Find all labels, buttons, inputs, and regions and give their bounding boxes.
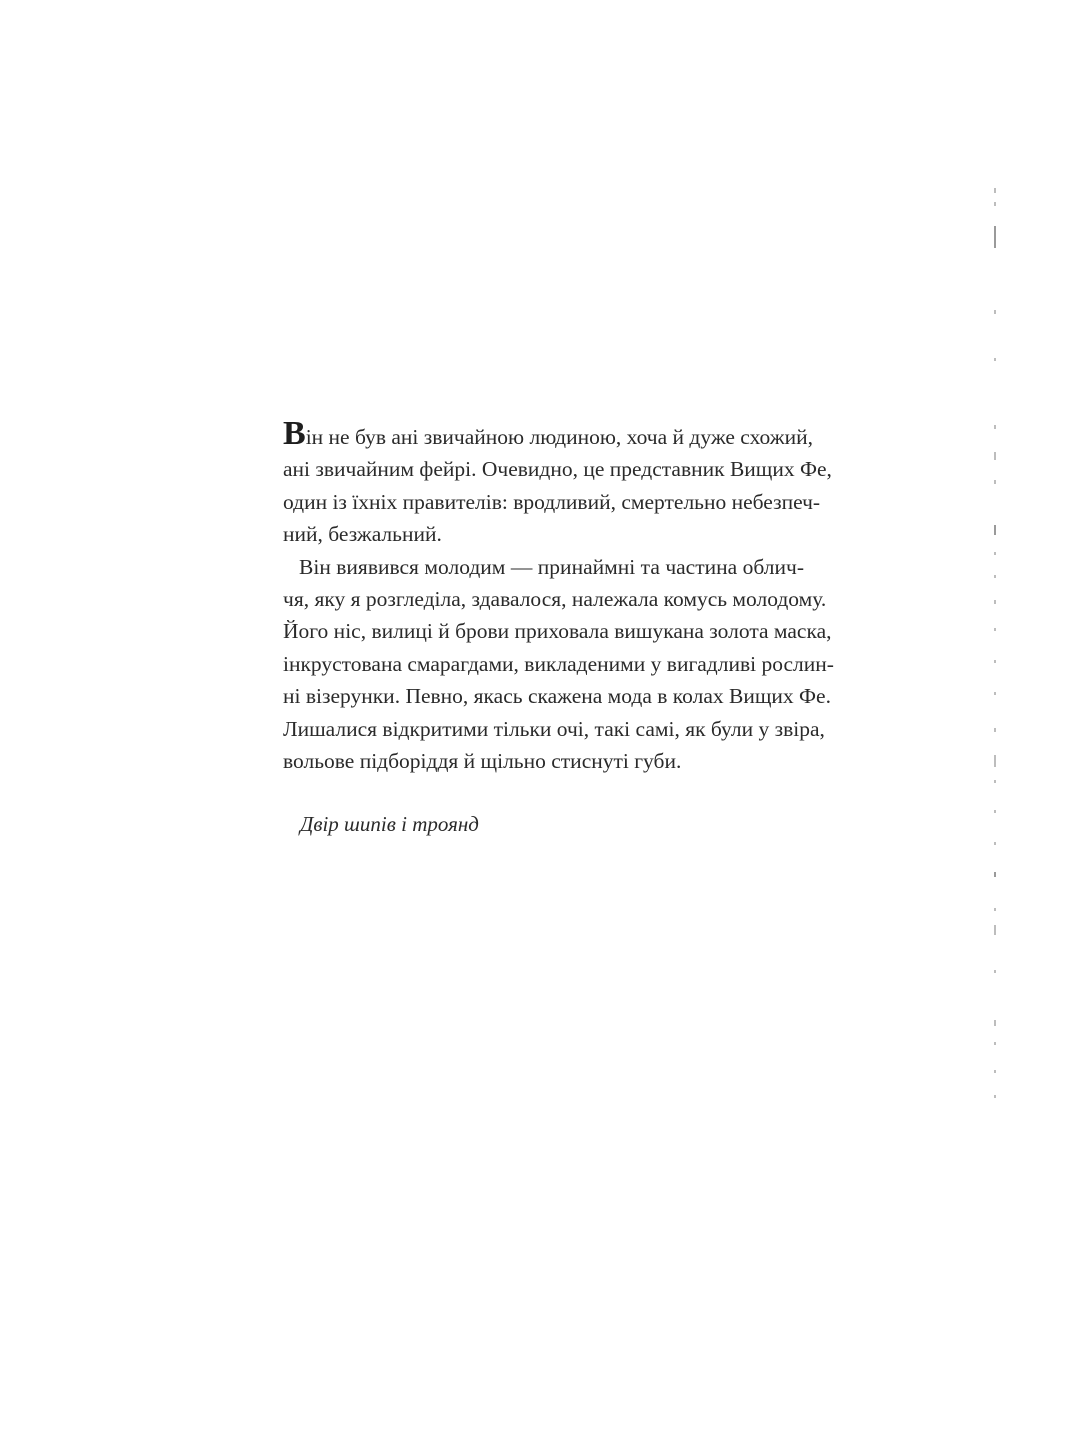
text-line: Він виявився молодим — принаймні та частина облич- (299, 554, 804, 579)
text-line: вольове підборіддя й щільно стиснуті губи. (283, 749, 682, 774)
text-line (283, 415, 813, 453)
drop-cap: В (283, 415, 306, 452)
paragraph-2 (283, 551, 834, 778)
text-line: ні візерунки. Певно, якась скажена мода в колах Вищих Фе. (283, 684, 831, 709)
paragraph-1 (283, 415, 832, 551)
text-line: ний, безжальний. (283, 522, 442, 547)
text-line: ані звичайним фейрі. Очевидно, це представник Вищих Фе, (283, 457, 832, 482)
page-edge-marks (994, 180, 998, 1110)
text-line: інкрустована смарагдами, викладеними у вигадливі рослин- (283, 651, 834, 676)
text-line: Його ніс, вилиці й брови приховала вишукана золота маска, (283, 619, 832, 644)
epigraph-block (283, 415, 834, 777)
text-line: чя, яку я розгледіла, здавалося, належала комусь молодому. (283, 587, 827, 612)
text-line-content: ін не був ані звичайною людиною, хоча й дуже схожий, (305, 425, 813, 449)
text-line: один із їхніх правителів: вродливий, смертельно небезпеч- (283, 489, 821, 514)
text-line: Лишалися відкритими тільки очі, такі самі, як були у звіра, (283, 716, 825, 741)
epigraph-source: Двір шипів і троянд (300, 812, 479, 836)
